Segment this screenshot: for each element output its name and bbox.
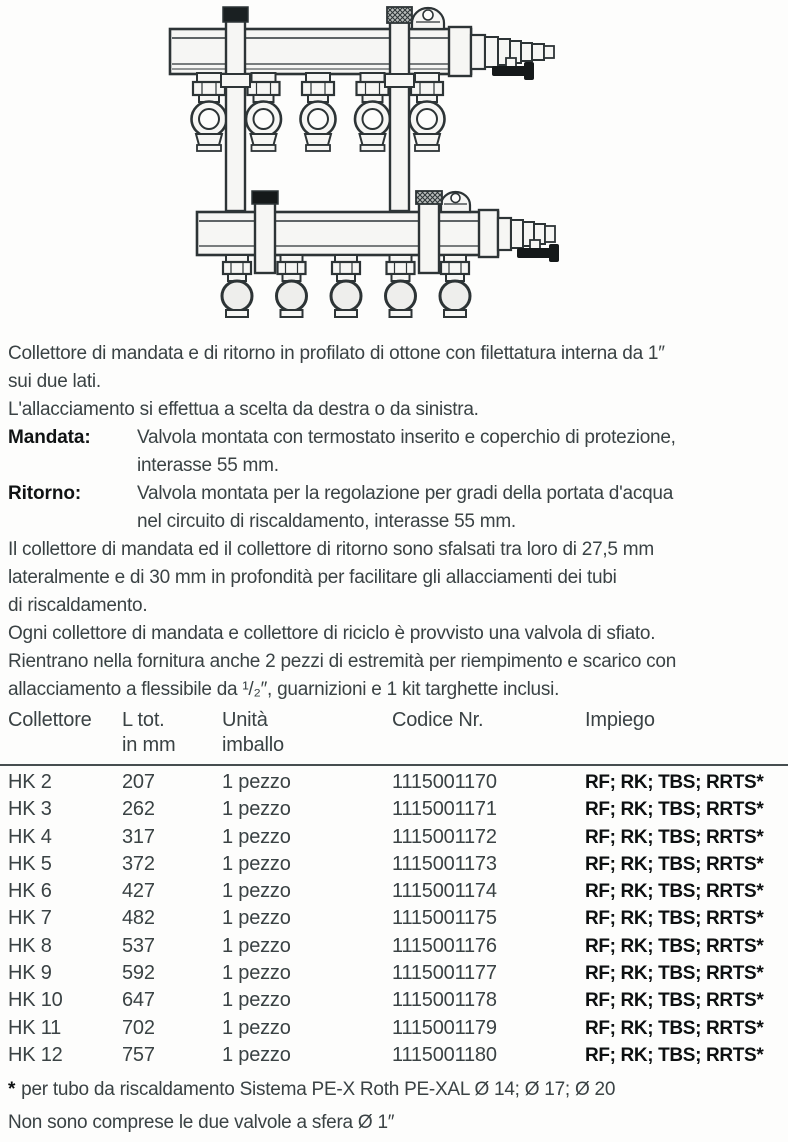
cell-codice: 1115001178: [392, 989, 497, 1012]
cell-l-tot: 372: [122, 852, 155, 875]
cell-impiego: RF; RK; TBS; RRTS*: [585, 1017, 764, 1039]
description-line: Rientrano nella fornitura anche 2 pezzi di estremità per riempimento e scarico con: [8, 651, 677, 672]
cell-collettore: HK 3: [8, 798, 52, 821]
cell-l-tot: 537: [122, 934, 155, 957]
air-vent-valve: [441, 192, 470, 212]
header-unita-line2: imballo: [222, 734, 284, 756]
description-line: Il collettore di mandata ed il collettore di ritorno sono sfalsati tra loro di 27,5 mm: [8, 539, 654, 560]
table-row: [0, 905, 788, 932]
cell-unita: 1 pezzo: [222, 934, 291, 957]
cell-collettore: HK 5: [8, 852, 52, 875]
cell-impiego: RF; RK; TBS; RRTS*: [585, 1044, 764, 1066]
cell-unita: 1 pezzo: [222, 1043, 291, 1066]
cell-collettore: HK 6: [8, 880, 52, 903]
footnotes: [8, 1076, 784, 1136]
cell-unita: 1 pezzo: [222, 798, 291, 821]
cell-collettore: HK 4: [8, 825, 52, 848]
description-line: L'allacciamento si effettua a scelta da destra o da sinistra.: [8, 399, 479, 420]
cell-impiego: RF; RK; TBS; RRTS*: [585, 990, 764, 1012]
cell-collettore: HK 8: [8, 934, 52, 957]
asterisk-footnote-text: per tubo da riscaldamento Sistema PE-X Roth PE-XAL Ø 14; Ø 17; Ø 20: [21, 1079, 616, 1100]
end-reducer: [498, 218, 555, 250]
cell-unita: 1 pezzo: [222, 880, 291, 903]
description-line: Collettore di mandata e di ritorno in profilato di ottone con filettatura interna da 1″: [8, 343, 665, 364]
cell-impiego: RF; RK; TBS; RRTS*: [585, 881, 764, 903]
cell-unita: 1 pezzo: [222, 989, 291, 1012]
supply-manifold: [170, 7, 554, 211]
cell-impiego: RF; RK; TBS; RRTS*: [585, 853, 764, 875]
table-header-row: [0, 702, 788, 766]
ritorno-line: [8, 480, 784, 508]
header-l-tot-line2: in mm: [122, 734, 176, 756]
cell-collettore: HK 9: [8, 962, 52, 985]
cell-collettore: HK 12: [8, 1043, 63, 1066]
cell-l-tot: 427: [122, 880, 155, 903]
cell-unita: 1 pezzo: [222, 1016, 291, 1039]
cell-unita: 1 pezzo: [222, 771, 291, 793]
cell-l-tot: 262: [122, 798, 155, 821]
asterisk-footnote: [8, 1076, 784, 1103]
cell-impiego: RF; RK; TBS; RRTS*: [585, 935, 764, 957]
header-codice: Codice Nr.: [392, 709, 484, 731]
table-row: [0, 960, 788, 987]
cell-impiego: RF; RK; TBS; RRTS*: [585, 963, 764, 985]
cell-unita: 1 pezzo: [222, 907, 291, 930]
cell-l-tot: 702: [122, 1016, 155, 1039]
cell-l-tot: 207: [122, 771, 155, 793]
cell-impiego: RF; RK; TBS; RRTS*: [585, 908, 764, 930]
description-line: di riscaldamento.: [8, 595, 148, 616]
description-line: Ogni collettore di mandata e collettore di riciclo è provvisto una valvola di sfiato.: [8, 623, 656, 644]
header-l-tot: [122, 708, 222, 764]
cell-l-tot: 482: [122, 907, 155, 930]
product-table: [0, 702, 788, 1069]
air-vent-valve: [412, 8, 444, 29]
table-row: [0, 987, 788, 1014]
header-unita: [222, 708, 392, 764]
header-impiego: Impiego: [585, 709, 655, 731]
ritorno-text: Valvola montata per la regolazione per gradi della portata d'acqua: [137, 483, 674, 504]
table-row: [0, 1042, 788, 1069]
cell-collettore: HK 2: [8, 771, 52, 793]
ball-valve-footnote: Non sono comprese le due valvole a sfera Ø 1″: [8, 1112, 395, 1133]
cell-collettore: HK 10: [8, 989, 63, 1012]
cell-impiego: RF; RK; TBS; RRTS*: [585, 772, 764, 793]
cell-codice: 1115001173: [392, 852, 497, 875]
return-manifold: [197, 191, 559, 317]
description-line: nel circuito di riscaldamento, interasse 55 mm.: [137, 511, 516, 532]
header-l-tot-line1: L tot.: [122, 709, 165, 731]
cell-collettore: HK 11: [8, 1016, 62, 1039]
cell-impiego: RF; RK; TBS; RRTS*: [585, 799, 764, 821]
description-line: lateralmente e di 30 mm in profondità per facilitare gli allacciamenti dei tubi: [8, 567, 617, 588]
asterisk-marker: *: [8, 1079, 16, 1100]
cell-collettore: HK 7: [8, 907, 52, 930]
cell-l-tot: 757: [122, 1043, 155, 1066]
description-line: sui due lati.: [8, 371, 101, 392]
product-description: [8, 340, 784, 704]
mandata-line: [8, 424, 784, 452]
table-row: [0, 769, 788, 796]
cell-codice: 1115001175: [392, 907, 497, 930]
cell-codice: 1115001179: [392, 1016, 497, 1039]
table-row: [0, 878, 788, 905]
cell-unita: 1 pezzo: [222, 825, 291, 848]
table-row: [0, 933, 788, 960]
cell-l-tot: 647: [122, 989, 155, 1012]
table-row: [0, 824, 788, 851]
cell-codice: 1115001176: [392, 934, 497, 957]
table-body: [0, 766, 788, 1069]
cell-l-tot: 317: [122, 825, 155, 848]
table-row: [0, 1015, 788, 1042]
cell-codice: 1115001177: [392, 962, 497, 985]
cell-codice: 1115001171: [392, 798, 497, 821]
description-line: interasse 55 mm.: [137, 455, 279, 476]
cell-codice: 1115001170: [392, 771, 497, 793]
manifold-drawing-area: [0, 0, 788, 338]
mandata-label: Mandata:: [8, 427, 91, 448]
table-row: [0, 851, 788, 878]
header-unita-line1: Unità: [222, 709, 268, 731]
cell-unita: 1 pezzo: [222, 852, 291, 875]
table-row: [0, 796, 788, 823]
header-collettore: Collettore: [8, 709, 92, 731]
cell-impiego: RF; RK; TBS; RRTS*: [585, 826, 764, 848]
mandata-text: Valvola montata con termostato inserito e coperchio di protezione,: [137, 427, 676, 448]
heating-manifold-technical-drawing-icon: [0, 0, 788, 338]
cell-codice: 1115001172: [392, 825, 497, 848]
cell-unita: 1 pezzo: [222, 962, 291, 985]
cell-l-tot: 592: [122, 962, 155, 985]
description-line: allacciamento a flessibile da ¹/₂″, guarnizioni e 1 kit targhette inclusi.: [8, 679, 560, 700]
cell-codice: 1115001180: [392, 1043, 497, 1066]
ritorno-label: Ritorno:: [8, 483, 82, 504]
cell-codice: 1115001174: [392, 880, 497, 903]
